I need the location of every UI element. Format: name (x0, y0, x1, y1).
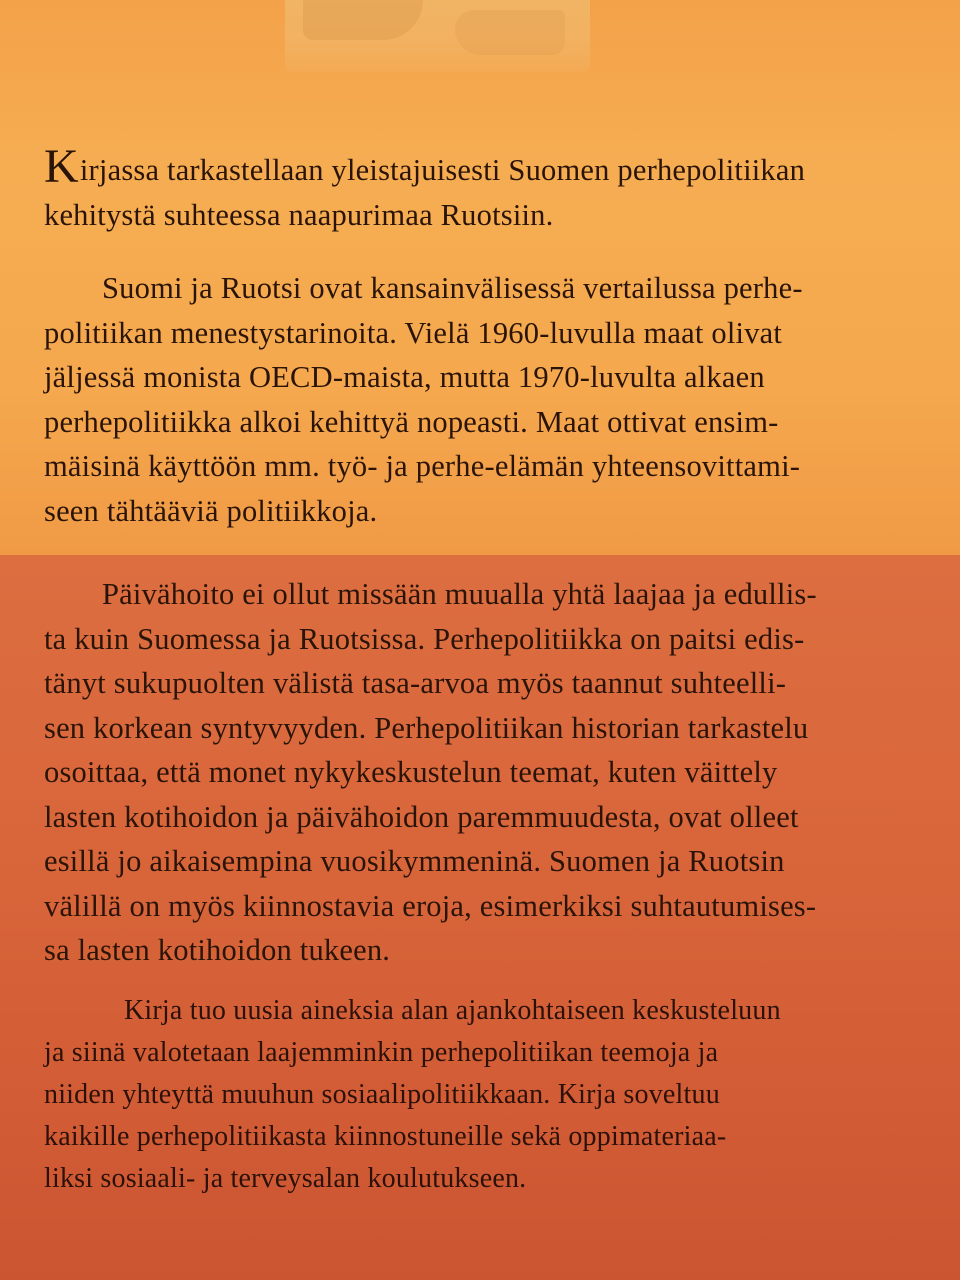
blurb-line: kehitystä suhteessa naapurimaa Ruotsiin. (44, 197, 554, 232)
blurb-line: sa lasten kotihoidon tukeen. (44, 933, 391, 967)
blurb-paragraph-4 (44, 990, 894, 1200)
blurb-line: mäisinä käyttöön mm. työ- ja perhe-elämän yhteensovittami- (44, 449, 801, 483)
blurb-line: kaikille perhepolitiikasta kiinnostuneille sekä oppimateriaa- (44, 1121, 727, 1152)
blurb-paragraph-3 (44, 572, 904, 973)
blurb-line: Suomi ja Ruotsi ovat kansainvälisessä vertailussa perhe- (102, 271, 803, 305)
blurb-line: jäljessä monista OECD-maista, mutta 1970-luvulta alkaen (44, 360, 765, 394)
blurb-line: perhepolitiikka alkoi kehittyä nopeasti. Maat ottivat ensim- (44, 404, 779, 439)
blurb-line: Päivähoito ei ollut missään muualla yhtä laajaa ja edullis- (102, 577, 817, 611)
blurb-line: lasten kotihoidon ja päivähoidon paremmuudesta, ovat olleet (44, 799, 799, 834)
blurb-paragraph-2 (44, 266, 924, 533)
blurb-line: sen korkean syntyvyyden. Perhepolitiikan historian tarkastelu (44, 710, 809, 745)
blurb-line: liksi sosiaali- ja terveysalan koulutukseen. (44, 1163, 527, 1194)
blurb-line: ta kuin Suomessa ja Ruotsissa. Perhepolitiikka on paitsi edis- (44, 621, 805, 656)
blurb-line: osoittaa, että monet nykykeskustelun teemat, kuten väittely (44, 755, 778, 789)
blurb-line: välillä on myös kiinnostavia eroja, esimerkiksi suhtautumises- (44, 888, 817, 923)
drop-cap: K (44, 140, 79, 193)
blurb-line (44, 140, 924, 193)
blurb-line: esillä jo aikaisempina vuosikymmeninä. Suomen ja Ruotsin (44, 844, 785, 878)
blurb-line: ja siinä valotetaan laajemminkin perhepolitiikan teemoja ja (44, 1037, 719, 1068)
blurb-paragraph-1 (44, 140, 924, 237)
blurb-line: tänyt sukupuolten välistä tasa-arvoa myös taannut suhteelli- (44, 666, 787, 700)
blurb-line-text: irjassa tarkastellaan yleistajuisesti Suomen perhepolitiikan (79, 153, 806, 187)
blurb-line: niiden yhteyttä muuhun sosiaalipolitiikkaan. Kirja soveltuu (44, 1079, 720, 1110)
blurb-line: Kirja tuo uusia aineksia alan ajankohtaiseen keskusteluun (124, 995, 781, 1026)
cover-illustration-fragment (285, 0, 590, 72)
blurb-line: seen tähtääviä politiikkoja. (44, 493, 378, 528)
blurb-line: politiikan menestystarinoita. Vielä 1960-luvulla maat olivat (44, 315, 783, 350)
